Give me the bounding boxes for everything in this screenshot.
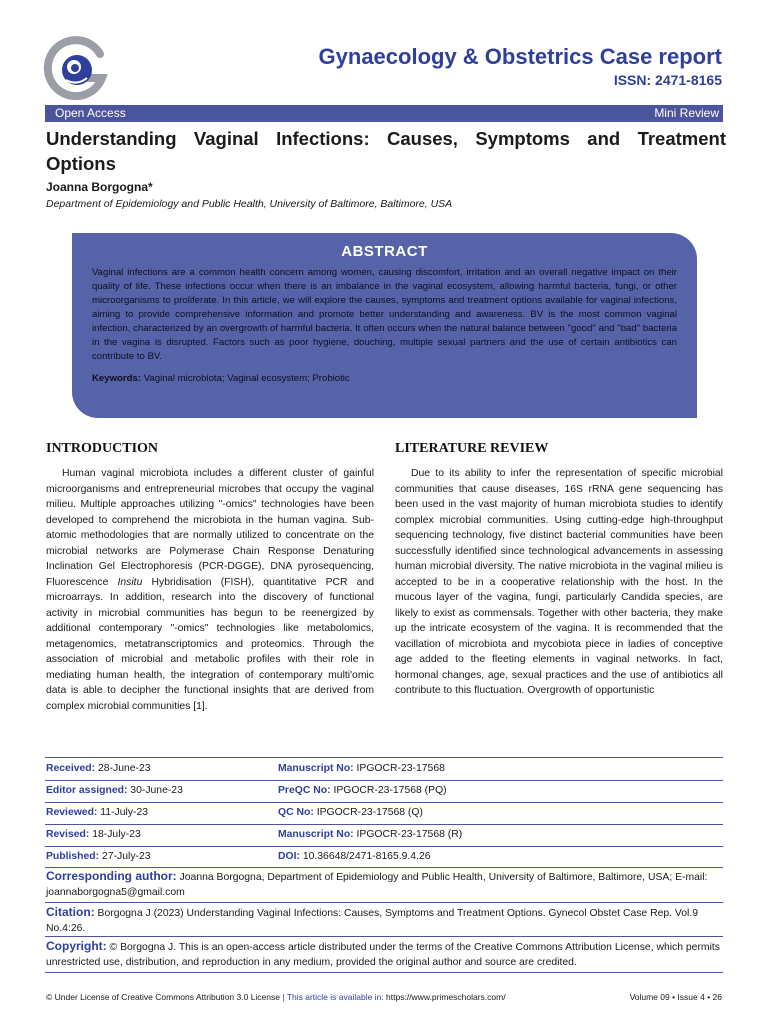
meta-revised: Revised: 18-July-23 [46, 829, 141, 840]
journal-title: Gynaecology & Obstetrics Case report [318, 44, 722, 69]
divider [45, 824, 723, 825]
citation: Citation: Borgogna J (2023) Understanding Vaginal Infections: Causes, Symptoms and Treatment Options. Gynecol Obstet Case Rep. Vol.9 No.4:26. [46, 905, 699, 934]
meta-manuscript-no-r: Manuscript No: IPGOCR-23-17568 (R) [278, 829, 463, 840]
meta-qc-no: QC No: IPGOCR-23-17568 (Q) [278, 807, 423, 818]
introduction-body: Human vaginal microbiota includes a different cluster of gainful microorganisms and entrepreneurial microbes that occupy the vaginal milieu. Multiple approaches utilizing "-omics" technologies have been developed to comprehend the microbiota in the human vagina. Sub-atomic methodologies that are normally utilized to concentrate on the microbial networks are Polymerase Chain Response Denaturing Inclination Gel Electrophoresis (PCR-DGGE), DNA pyrosequencing, Fluorescence Insitu Hybridisation (FISH), quantitative PCR and microarrays. In addition, research into the discovery of functional activity in microbial communities has begun to be reenergized by additional contemporary "-omics" technologies like metabolomics, metagenomics, metatranscriptomics and proteomics. Through the association of microbial and metabolic profiles with their role in mediating human health, the integration of contemporary multi'omic data is able to decipher the functional insights that are derived from complex microbial communities [1]. [46, 468, 374, 712]
divider [45, 936, 723, 937]
open-access-label: Open Access [55, 106, 126, 120]
meta-editor-assigned: Editor assigned: 30-June-23 [46, 785, 183, 796]
literature-review-heading: LITERATURE REVIEW [395, 441, 549, 456]
journal-logo-icon [42, 34, 112, 104]
corresponding-author: Corresponding author: Joanna Borgogna, Department of Epidemiology and Public Health, University of Baltimore, Baltimore, USA; E-mail: joannaborgogna5@gmail.com [46, 869, 708, 898]
divider [45, 972, 723, 973]
divider [45, 802, 723, 803]
abstract-text: Vaginal infections are a common health concern among women, causing discomfort, irritation and an overall negative impact on their quality of life. These infections occur when there is an imbalance in the vaginal ecosystem, allowing harmful bacteria, fungi, or other microorganisms to proliferate. In this article, we will explore the causes, symptoms and treatment options available for vaginal infections, aiming to provide comprehensive information and promote better understanding and awareness. BV is the most common vaginal infection, characterized by an overgrowth of harmful bacteria. It often occurs when the natural balance between "good" and "bad" bacteria in the vagina is disrupted. Factors such as poor hygiene, douching, multiple sexual partners and the use of certain antibiotics can contribute to BV. [92, 267, 677, 362]
copyright: Copyright: © Borgogna J. This is an open-access article distributed under the terms of the Creative Commons Attribution License, which permits unrestricted use, distribution, and reproduction in any medium, provided the original author and source are credited. [46, 939, 720, 968]
meta-received: Received: 28-June-23 [46, 763, 151, 774]
keywords-label: Keywords: [92, 373, 142, 384]
introduction-heading: INTRODUCTION [46, 441, 159, 456]
keywords [92, 373, 677, 384]
meta-doi[interactable]: DOI: 10.36648/2471-8165.9.4.26 [278, 851, 431, 862]
author-affiliation: Department of Epidemiology and Public Health, University of Baltimore, Baltimore, USA [46, 198, 453, 210]
italic-term: Insitu [117, 576, 143, 588]
divider [45, 846, 723, 847]
footer-volume-info: Volume 09 • Issue 4 • 26 [629, 992, 722, 1002]
author-name: Joanna Borgogna* [46, 180, 153, 194]
meta-reviewed: Reviewed: 11-July-23 [46, 807, 149, 818]
issn: ISSN: 2471-8165 [613, 72, 722, 88]
abstract-heading: ABSTRACT [341, 243, 428, 260]
footer-license: © Under License of Creative Commons Attribution 3.0 License | This article is available in: https://www.primescholars.com/ [46, 992, 506, 1002]
journal-url-link[interactable]: https://www.primescholars.com/ [386, 992, 506, 1002]
article-type-label: Mini Review [654, 106, 719, 120]
abstract-box [72, 233, 697, 418]
header-bar [45, 105, 723, 122]
meta-preqc-no: PreQC No: IPGOCR-23-17568 (PQ) [278, 785, 447, 796]
meta-published: Published: 27-July-23 [46, 851, 151, 862]
divider [45, 867, 723, 868]
divider [45, 780, 723, 781]
meta-manuscript-no: Manuscript No: IPGOCR-23-17568 [278, 763, 445, 774]
keywords-text: Vaginal microbiota; Vaginal ecosystem; Probiotic [143, 373, 350, 384]
article-title: Understanding Vaginal Infections: Causes, Symptoms and Treatment Options [46, 128, 726, 174]
divider [45, 902, 723, 903]
literature-review-body: Due to its ability to infer the representation of specific microbial communities that cause diseases, 16S rRNA gene sequencing has been used in the vast majority of human microbiota studies to identify complex microbial communities. Using cutting-edge high-throughput sequencing technology, five distinct bacterial communities have been successfully identified since technological advancements in assessing human microbial diversity. The native microbiota in the vaginal milieu is accepted to be in a cooperative relationship with the host. In the mucous layer of the vagina, fungi, particularly Candida species, are likely to exist as commensals. Together with other bacteria, they make up the intricate ecosystem of the vagina. It is recommended that the vacillation of microbiota and mycobiota piece in ladies of conceptive age added to the fleeting elements in vaginal networks. In fact, hormonal changes, age, sexual practices and the use of antibiotics all contribute to this fluctuation. Overgrowth of opportunistic [395, 468, 723, 696]
divider [45, 757, 723, 758]
